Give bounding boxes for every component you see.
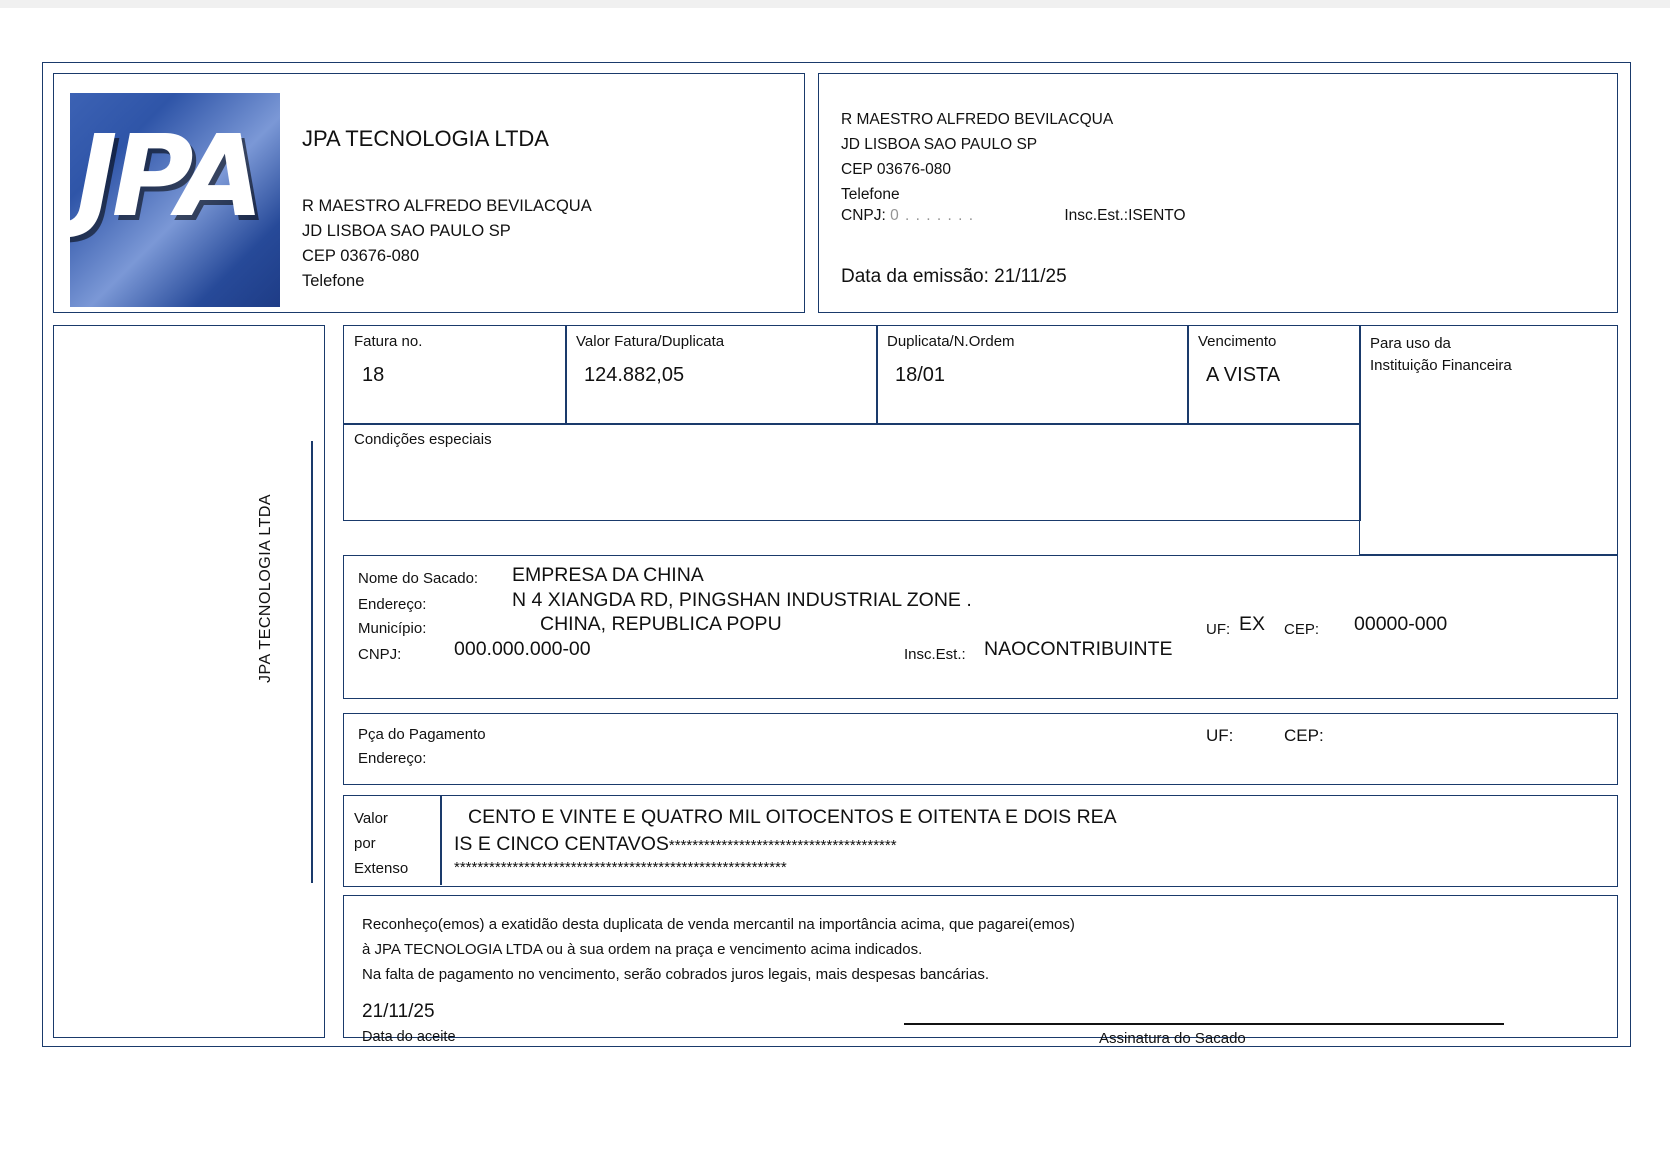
company-address-line4: Telefone [302,272,365,290]
payment-uf-label: UF: [1206,726,1234,745]
vencimento-cell [1187,325,1361,425]
stub-company-label: JPA TECNOLOGIA LTDA [257,493,274,683]
document-page [0,8,1670,1152]
sacado-cnpj-value: 000.000.000-00 [454,638,591,660]
condicoes-especiais-label: Condições especiais [354,431,492,448]
acceptance-text [362,912,1075,987]
duplicata-ordem-cell [876,325,1189,425]
duplicata-ordem-label: Duplicata/N.Ordem [887,333,1015,350]
vencimento-label: Vencimento [1198,333,1277,350]
company-address-line1: R MAESTRO ALFREDO BEVILACQUA [302,197,592,215]
acceptance-line2: à JPA TECNOLOGIA LTDA ou à sua ordem na praça e vencimento acima indicados. [362,941,923,958]
sacado-nome-value: EMPRESA DA CHINA [512,564,704,586]
sacado-cep-label: CEP: [1284,621,1320,638]
amount-label-line1: Valor [354,810,388,827]
issuer-insc-est: Insc.Est.:ISENTO [1064,207,1186,224]
issuer-header-box [53,73,805,313]
vencimento-value: A VISTA [1206,364,1281,386]
duplicata-ordem-value: 18/01 [895,364,946,386]
bank-use-text [1370,333,1512,377]
amount-words-line1: CENTO E VINTE E QUATRO MIL OITOCENTOS E OITENTA E DOIS REA [468,806,1117,828]
amount-words-line2-stars: *************************************** [668,837,897,854]
fatura-label: Fatura no. [354,333,423,350]
issuer-address [841,107,1113,207]
stub-box [53,325,325,1038]
amount-words-line3: ********************************************************* [454,859,787,876]
amount-in-words-divider [440,796,442,885]
invoice-summary-grid [343,325,1618,521]
company-logo [70,93,280,307]
acceptance-box [343,895,1618,1047]
sacado-municipio-value: CHINA, REPUBLICA POPU [540,613,782,635]
valor-fatura-label: Valor Fatura/Duplicata [576,333,725,350]
acceptance-date-value: 21/11/25 [362,1001,435,1022]
sacado-box [343,555,1618,699]
issuer-cnpj-label: CNPJ: [841,207,886,224]
issuer-details-box [818,73,1618,313]
valor-fatura-cell [565,325,878,425]
amount-label-line3: Extenso [354,860,409,877]
issuer-address-line2: JD LISBOA SAO PAULO SP [841,136,1038,153]
issuer-cnpj-value: 0 . . . . . . . [890,207,975,224]
logo-text: JPA [76,112,259,242]
acceptance-date-label: Data do aceite [362,1029,456,1045]
sacado-municipio-label: Município: [358,620,427,637]
bank-use-line1: Para uso da [1370,335,1451,352]
sacado-uf-label: UF: [1206,621,1231,638]
bank-use-cell [1359,325,1618,555]
condicoes-especiais-cell [343,423,1361,521]
sacado-cep-value: 00000-000 [1354,613,1448,635]
company-address-line3: CEP 03676-080 [302,247,420,265]
stub-divider [311,441,313,883]
company-name: JPA TECNOLOGIA LTDA [302,126,549,151]
fatura-cell [343,325,567,425]
sacado-cnpj-label: CNPJ: [358,646,402,663]
payment-place-box [343,713,1618,785]
payment-cep-label: CEP: [1284,726,1324,745]
company-address [302,194,592,294]
sacado-nome-label: Nome do Sacado: [358,570,479,587]
emission-date-value: 21/11/25 [994,266,1067,287]
bank-use-line2: Instituição Financeira [1370,357,1512,374]
sacado-endereco-value: N 4 XIANGDA RD, PINGSHAN INDUSTRIAL ZONE . [512,589,972,611]
sacado-endereco-label: Endereço: [358,596,427,613]
payment-place-label: Pça do Pagamento [358,726,486,743]
issuer-address-line1: R MAESTRO ALFREDO BEVILACQUA [841,111,1114,128]
emission-date-row [841,266,1067,288]
signature-line [904,1023,1504,1025]
signature-label: Assinatura do Sacado [1099,1030,1246,1047]
sacado-insc-value: NAOCONTRIBUINTE [984,638,1173,660]
valor-fatura-value: 124.882,05 [584,364,685,386]
acceptance-line1: Reconheço(emos) a exatidão desta duplicata de venda mercantil na importância acima, que pagarei(emos) [362,916,1075,933]
acceptance-line3: Na falta de pagamento no vencimento, serão cobrados juros legais, mais despesas bancárias. [362,966,990,983]
duplicata-form [42,62,1631,1047]
sacado-insc-label: Insc.Est.: [904,646,966,663]
amount-in-words-label [354,806,408,881]
sacado-uf-value: EX [1239,613,1266,635]
amount-words-line2-text: IS E CINCO CENTAVOS [454,833,669,855]
issuer-cnpj-row [841,207,1186,225]
amount-words-line2 [454,833,897,856]
issuer-address-line4: Telefone [841,186,900,203]
emission-date-label: Data da emissão: [841,266,989,287]
amount-label-line2: por [354,835,376,852]
amount-in-words-box [343,795,1618,887]
company-address-line2: JD LISBOA SAO PAULO SP [302,222,511,240]
issuer-address-line3: CEP 03676-080 [841,161,952,178]
fatura-value: 18 [362,364,385,386]
payment-address-label: Endereço: [358,750,427,767]
